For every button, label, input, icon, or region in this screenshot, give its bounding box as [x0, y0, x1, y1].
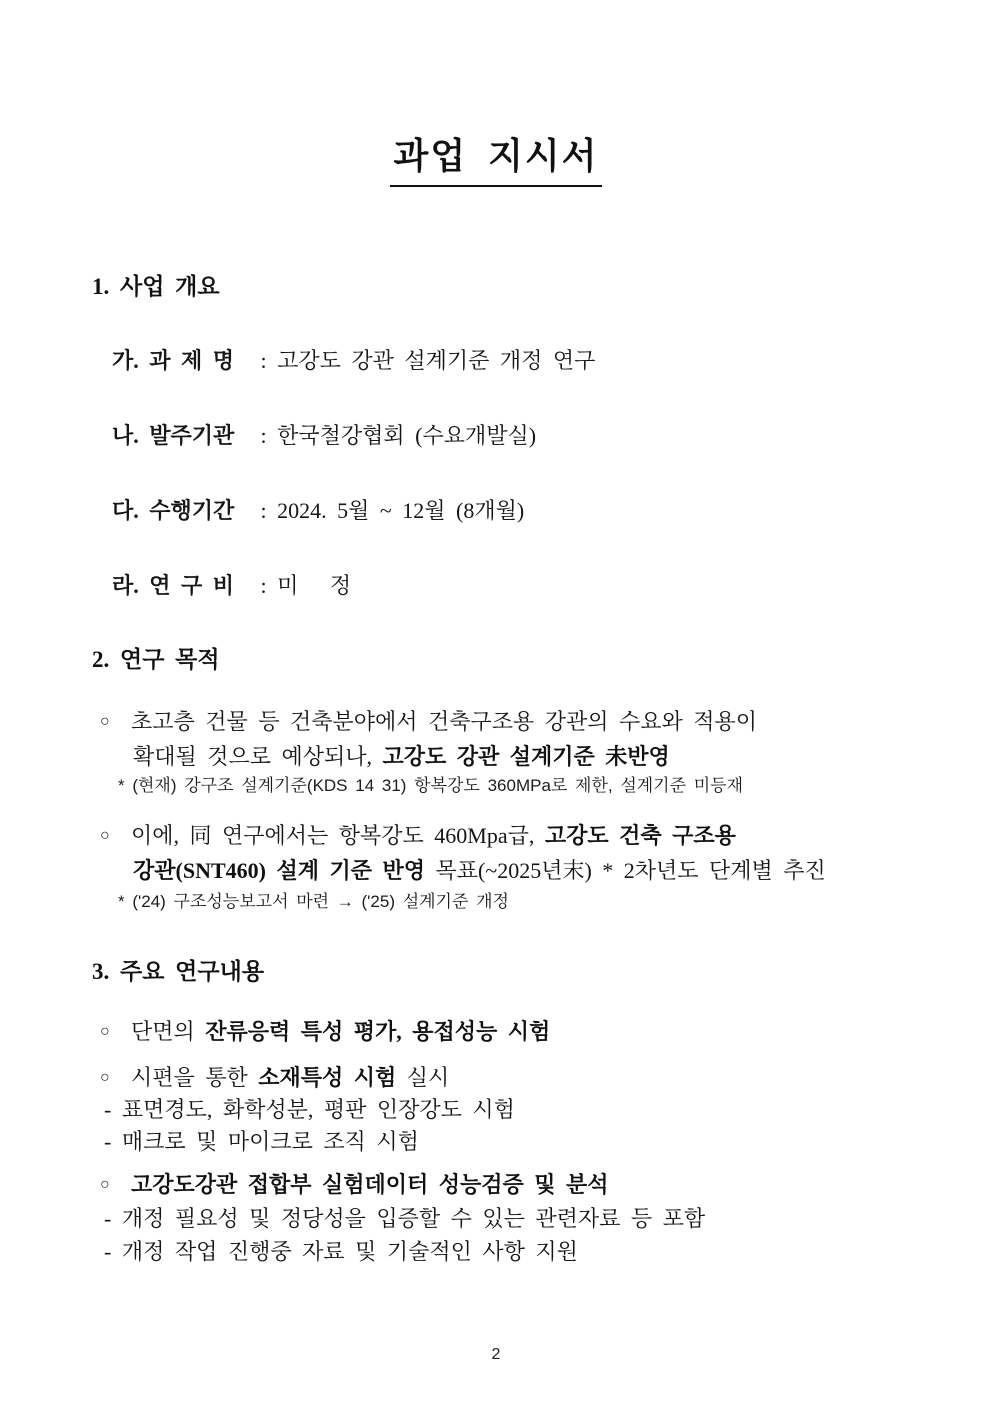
- field-label: 다. 수행기간: [112, 498, 235, 523]
- bold-text-run: 고강도 강관 설계기준 未반영: [382, 744, 670, 769]
- circle-bullet-icon: ○: [100, 1069, 110, 1086]
- field-separator: :: [250, 348, 278, 373]
- bullet-item: [100, 1171, 609, 1200]
- text-run: 실시: [396, 1065, 450, 1090]
- text-run: 단면의: [131, 1019, 206, 1044]
- field-separator: :: [250, 573, 278, 598]
- bullet-text: [131, 823, 736, 848]
- circle-bullet-icon: ○: [100, 1176, 110, 1193]
- text-run: 확대될 것으로 예상되나,: [133, 744, 383, 769]
- bullet-text-continuation: [133, 857, 826, 886]
- footnote: * (현재) 강구조 설계기준(KDS 14 31) 항복강도 360MPa로 제한, 설계기준 미등재: [118, 776, 744, 795]
- field-project-name: [112, 347, 595, 376]
- bullet-text: [131, 1172, 609, 1197]
- text-run: 초고층 건물 등 건축분야에서 건축구조용 강관의 수요와 적용이: [131, 709, 758, 734]
- sub-list-item: - 매크로 및 마이크로 조직 시험: [104, 1129, 419, 1154]
- sub-list-item: - 개정 작업 진행중 자료 및 기술적인 사항 지원: [104, 1239, 578, 1264]
- text-run: 시편을 통한: [131, 1065, 259, 1090]
- circle-bullet-icon: ○: [100, 1023, 110, 1040]
- sub-list-item: - 표면경도, 화학성분, 평판 인장강도 시험: [104, 1097, 515, 1122]
- bold-text-run: 강관(SNT460) 설계 기준 반영: [133, 858, 425, 883]
- section-3-heading: 3. 주요 연구내용: [92, 959, 265, 984]
- page-number: 2: [491, 1346, 501, 1363]
- bullet-item: [100, 708, 757, 737]
- field-value: 한국철강협회 (수요개발실): [277, 423, 537, 448]
- field-value: 미 정: [277, 573, 352, 598]
- field-research-budget: [112, 572, 351, 601]
- sub-list-item: - 개정 필요성 및 정당성을 입증할 수 있는 관련자료 등 포함: [104, 1206, 706, 1231]
- field-label: 가. 과 제 명: [112, 348, 235, 373]
- field-separator: :: [250, 423, 278, 448]
- circle-bullet-icon: ○: [100, 713, 110, 730]
- field-value: 고강도 강관 설계기준 개정 연구: [277, 348, 596, 373]
- bullet-item: [100, 1018, 550, 1047]
- section-2-heading: 2. 연구 목적: [92, 647, 220, 672]
- field-separator: :: [250, 498, 278, 523]
- document-title: 과업 지시서: [390, 128, 603, 187]
- footnote: * ('24) 구조성능보고서 마련 → ('25) 설계기준 개정: [118, 892, 509, 911]
- field-ordering-agency: [112, 422, 536, 451]
- bullet-item: [100, 822, 736, 851]
- field-project-period: [112, 497, 524, 526]
- bold-text-run: 고강도강관 접합부 실험데이터 성능검증 및 분석: [131, 1172, 609, 1197]
- field-label: 나. 발주기관: [112, 423, 235, 448]
- circle-bullet-icon: ○: [100, 827, 110, 844]
- text-run: 목표(~2025년末) * 2차년도 단계별 추진: [424, 858, 826, 883]
- bullet-item: [100, 1064, 449, 1093]
- field-label: 라. 연 구 비: [112, 573, 235, 598]
- text-run: 이에, 同 연구에서는 항복강도 460Mpa급,: [131, 823, 545, 848]
- title-bar: [0, 128, 992, 187]
- bullet-text: [131, 1065, 449, 1090]
- bold-text-run: 잔류응력 특성 평가, 용접성능 시험: [205, 1019, 551, 1044]
- bullet-text: [131, 709, 757, 734]
- field-value: 2024. 5월 ~ 12월 (8개월): [277, 498, 525, 523]
- bold-text-run: 소재특성 시험: [258, 1065, 397, 1090]
- bold-text-run: 고강도 건축 구조용: [544, 823, 736, 848]
- bullet-text: [131, 1019, 550, 1044]
- section-1-heading: 1. 사업 개요: [92, 274, 220, 299]
- bullet-text-continuation: [133, 743, 670, 772]
